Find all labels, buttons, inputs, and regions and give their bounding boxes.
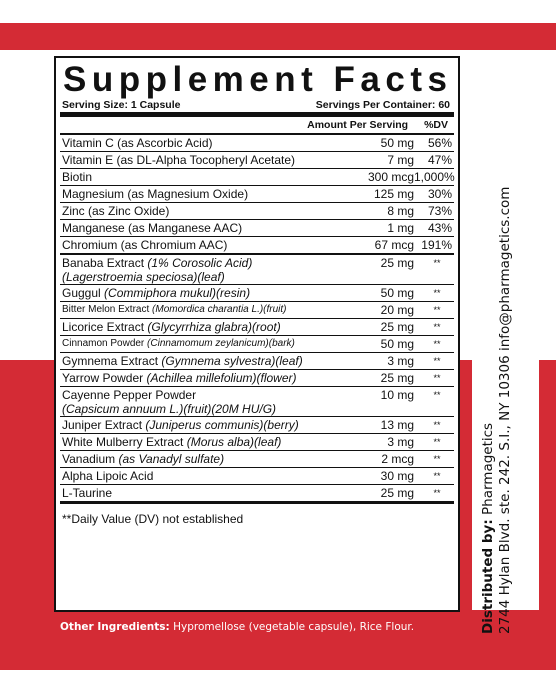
nutrient-row	[60, 220, 454, 237]
panel-title: Supplement Facts	[63, 60, 453, 99]
top-red-band	[0, 23, 556, 50]
distributor-address: 2744 Hylan Blvd. ste. 242. S.I., NY 10306 info@pharmagetics.com	[497, 186, 513, 634]
nutrient-dv: **	[433, 390, 441, 400]
nutrient-dv: **	[433, 258, 441, 268]
nutrient-name: Magnesium (as Magnesium Oxide)	[62, 187, 249, 201]
nutrient-amount: 1 mg	[387, 221, 414, 235]
other-ingredients	[60, 621, 414, 633]
nutrient-row	[60, 336, 454, 353]
dv-header: %DV	[424, 119, 448, 131]
nutrient-name: Vanadium (as Vanadyl sulfate)	[62, 452, 225, 466]
nutrient-amount: 50 mg	[380, 286, 414, 300]
nutrient-amount: 20 mg	[380, 303, 414, 317]
nutrient-amount: 50 mg	[380, 337, 414, 351]
nutrient-dv: 56%	[427, 136, 452, 150]
nutrient-amount: 25 mg	[380, 371, 414, 385]
nutrient-amount: 30 mg	[380, 469, 414, 483]
nutrient-dv: 73%	[427, 204, 452, 218]
nutrient-name: Zinc (as Zinc Oxide)	[62, 204, 170, 218]
nutrient-row	[60, 169, 454, 186]
nutrient-name: Chromium (as Chromium AAC)	[62, 238, 228, 252]
nutrient-amount: 10 mg	[380, 388, 414, 402]
nutrient-row	[60, 302, 454, 319]
nutrient-name: Cinnamon Powder (Cinnamomum zeylanicum)(bark)	[62, 338, 295, 349]
other-ingredients-text: Hypromellose (vegetable capsule), Rice Flour.	[169, 621, 415, 633]
nutrient-rows	[60, 135, 454, 502]
nutrient-name: Alpha Lipoic Acid	[62, 469, 154, 483]
serving-info	[60, 99, 454, 117]
nutrient-dv: **	[433, 373, 441, 383]
nutrient-name: Vitamin E (as DL-Alpha Tocopheryl Acetate)	[62, 153, 296, 167]
nutrient-row	[60, 152, 454, 169]
nutrient-amount: 67 mcg	[374, 238, 414, 252]
nutrient-row	[60, 468, 454, 485]
nutrient-row	[60, 319, 454, 336]
nutrient-row	[60, 387, 454, 417]
nutrient-amount: 3 mg	[387, 354, 414, 368]
nutrient-name: Banaba Extract (1% Corosolic Acid) (Lagerstroemia speciosa)(leaf)	[62, 256, 253, 284]
nutrient-dv: 47%	[427, 153, 452, 167]
nutrient-amount: 25 mg	[380, 486, 414, 500]
nutrient-amount: 50 mg	[380, 136, 414, 150]
nutrient-dv: **	[433, 488, 441, 498]
nutrient-name: Yarrow Powder (Achillea millefolium)(flower)	[62, 371, 297, 385]
nutrient-row	[60, 186, 454, 203]
dv-footnote: **Daily Value (DV) not established	[60, 502, 454, 526]
nutrient-dv: **	[433, 454, 441, 464]
nutrient-dv: 30%	[427, 187, 452, 201]
nutrient-dv: **	[433, 471, 441, 481]
nutrient-dv: **	[433, 305, 441, 315]
nutrient-dv: **	[433, 322, 441, 332]
nutrient-amount: 125 mg	[373, 187, 414, 201]
nutrient-dv: **	[433, 356, 441, 366]
distributor-name: Pharmagetics	[480, 422, 496, 519]
distributor-label: Distributed by:	[480, 518, 496, 634]
supplement-facts-panel	[54, 56, 460, 612]
nutrient-name: Manganese (as Manganese AAC)	[62, 221, 243, 235]
nutrient-amount: 25 mg	[380, 320, 414, 334]
nutrient-amount: 25 mg	[380, 256, 414, 270]
nutrient-row	[60, 135, 454, 152]
nutrient-dv: **	[433, 339, 441, 349]
nutrient-name: Guggul (Commiphora mukul)(resin)	[62, 286, 251, 300]
nutrient-amount: 7 mg	[387, 153, 414, 167]
nutrient-name: Juniper Extract (Juniperus communis)(berry)	[62, 418, 299, 432]
nutrient-row	[60, 203, 454, 220]
nutrient-row	[60, 285, 454, 302]
amount-header: Amount Per Serving	[307, 119, 409, 131]
nutrient-amount: 3 mg	[387, 435, 414, 449]
serving-size: Serving Size: 1 Capsule	[62, 99, 181, 111]
nutrient-row	[60, 255, 454, 285]
nutrient-row	[60, 434, 454, 451]
nutrient-name: Bitter Melon Extract (Momordica charantia L.)(fruit)	[62, 304, 287, 315]
nutrient-row	[60, 417, 454, 434]
nutrient-row	[60, 485, 454, 502]
nutrient-amount: 8 mg	[387, 204, 414, 218]
servings-per-container: Servings Per Container: 60	[315, 99, 450, 111]
column-header	[60, 117, 454, 135]
nutrient-name: Gymnema Extract (Gymnema sylvestra)(leaf)	[62, 354, 303, 368]
nutrient-row	[60, 451, 454, 468]
nutrient-row	[60, 237, 454, 255]
nutrient-dv: **	[433, 437, 441, 447]
nutrient-amount: 2 mcg	[381, 452, 414, 466]
nutrient-name: White Mulberry Extract (Morus alba)(leaf)	[62, 435, 282, 449]
nutrient-row	[60, 353, 454, 370]
other-ingredients-label: Other Ingredients:	[60, 621, 170, 633]
nutrient-amount: 300 mcg	[367, 170, 414, 184]
nutrient-dv: 1,000%	[414, 170, 455, 184]
nutrient-dv: 43%	[427, 221, 452, 235]
nutrient-row	[60, 370, 454, 387]
nutrient-dv: **	[433, 420, 441, 430]
nutrient-amount: 13 mg	[380, 418, 414, 432]
distributor-block	[480, 186, 556, 634]
nutrient-dv: **	[433, 288, 441, 298]
nutrient-name: L-Taurine	[62, 486, 113, 500]
nutrient-name: Licorice Extract (Glycyrrhiza glabra)(root)	[62, 320, 281, 334]
nutrient-name: Vitamin C (as Ascorbic Acid)	[62, 136, 213, 150]
nutrient-name: Biotin	[62, 170, 93, 184]
nutrient-name: Cayenne Pepper Powder (Capsicum annuum L.)(fruit)(20M HU/G)	[62, 388, 277, 416]
nutrient-dv: 191%	[421, 238, 452, 252]
